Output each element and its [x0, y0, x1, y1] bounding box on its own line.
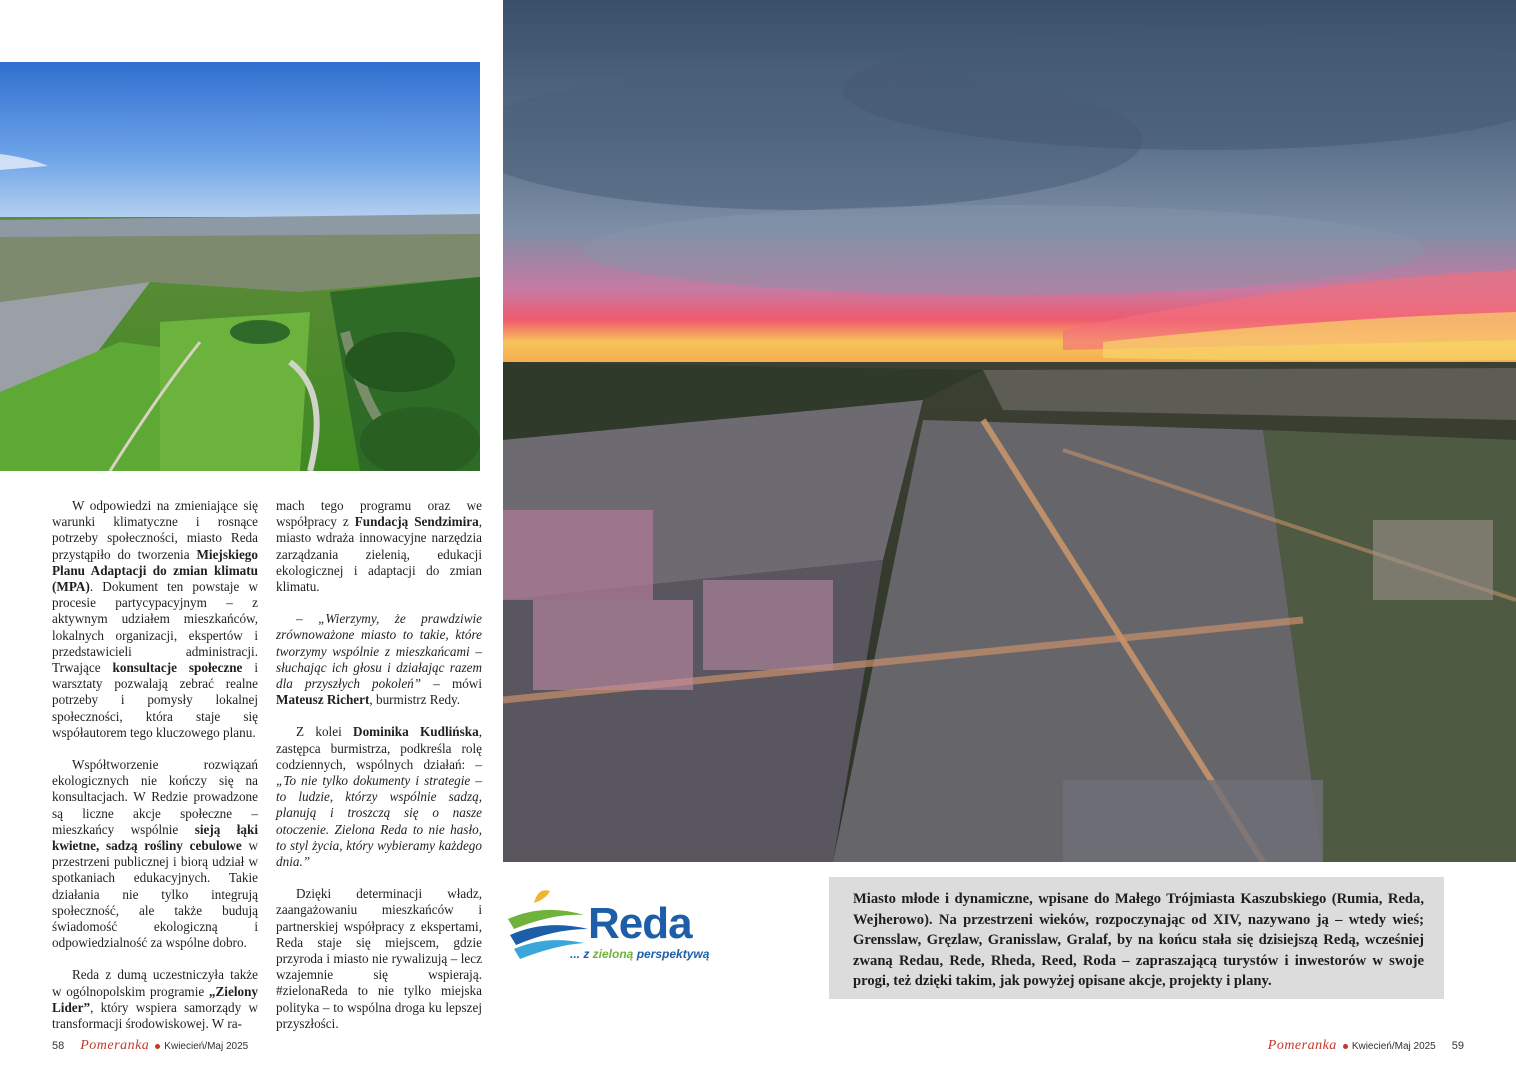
- park-aerial-photo: [0, 62, 480, 471]
- paragraph: [276, 886, 482, 1032]
- bold-text: Mateusz Richert: [276, 692, 370, 708]
- bold-text: konsultacje społeczne: [112, 660, 243, 676]
- text: . Dokument ten powstaje w procesie partycypacyjnym – z aktywnym udziałem mieszkańców, lokalnych organizacji, ekspertów i przedstawicieli administracji. Trwające: [52, 579, 258, 676]
- issue-date: Kwiecień/Maj 2025: [164, 1040, 249, 1052]
- magazine-name: Pomeranka: [80, 1038, 150, 1053]
- footer-right: [1268, 1038, 1464, 1054]
- italic-quote: „To nie tylko dokumenty i strategie – to ludzie, którzy wspólnie sadzą, planują i troszczą się o nasze otoczenie. Zielona Reda to nie hasło, to styl życia, który wybieramy każdego dnia.”: [276, 773, 482, 870]
- magazine-name: Pomeranka: [1267, 1038, 1337, 1053]
- article-column-1: [52, 498, 258, 1048]
- text: – mówi: [421, 676, 482, 692]
- text: W odpowiedzi na zmieniające się warunki klimatyczne i rosnące potrzeby społeczności, miasto Reda przystąpiło do tworzenia: [52, 498, 258, 562]
- text: i warsztaty pozwalają zebrać realne potrzeby i pomysły lokalnej społeczności, która staje się współautorem tego kluczowego planu.: [52, 660, 258, 740]
- text: Dzięki determinacji władz, zaangażowaniu mieszkańców i partnerskiej współpracy z ekspertami, Reda staje się miejscem, gdzie przyroda i miasto nie rywalizują – lecz wzajemnie się wspierają. #zielonaReda to nie tylko miejska polityka – to wspólna droga ku lepszej przyszłości.: [276, 886, 482, 1031]
- tagline-prefix: ... z: [570, 947, 593, 961]
- logo-tagline: [570, 947, 709, 961]
- bold-text: Miejskiego Planu Adaptacji do zmian klimatu (MPA): [52, 546, 258, 595]
- text: mach tego programu oraz we współpracy z: [276, 498, 482, 530]
- photo-caption-box: Miasto młode i dynamiczne, wpisane do Małego Trójmiasta Kaszubskiego (Rumia, Reda, Wejherowo). Na przestrzeni wieków, rozpoczynając od XIV, nazywano ją – wtedy wieś; Grensslaw, Gręzlaw, Granisslaw, Gralaf, by na końcu stała się dzisiejszą Redą, wcześniej zwaną Redau, Rede, Rheda, Reed, Roda – zapraszającą turystów i inwestorów w swoje progi, też dzięki takim, jak powyżej opisane akcje, projekty i plany.: [829, 877, 1444, 999]
- article-column-2: [276, 498, 482, 1048]
- tagline-green: zieloną: [592, 947, 634, 961]
- logo-wordmark: Reda: [588, 899, 692, 948]
- text: Współtworzenie rozwiązań ekologicznych nie kończy się na konsultacjach. W Redzie prowadzone są liczne akcje społeczne – mieszkańcy wspólnie: [52, 757, 258, 837]
- paragraph: [276, 498, 482, 595]
- text: , zastępca burmistrza, podkreśla rolę codziennych, wspólnych działań: –: [276, 724, 482, 772]
- footer-left: [52, 1038, 248, 1054]
- text: –: [296, 611, 319, 627]
- bold-text: Fundacją Sendzimira: [354, 514, 479, 530]
- page-number: 59: [1451, 1040, 1464, 1052]
- bold-text: „Zielony Lider”: [52, 983, 258, 1015]
- bold-text: Dominika Kudlińska: [353, 724, 479, 740]
- page-number: 58: [52, 1040, 65, 1052]
- quote-paragraph: [276, 724, 482, 870]
- issue-date: Kwiecień/Maj 2025: [1351, 1040, 1436, 1052]
- bold-text: sieją łąki kwietne, sadzą rośliny cebulowe: [52, 821, 259, 854]
- tagline-suffix: perspektywą: [633, 947, 710, 961]
- text: , burmistrz Redy.: [369, 692, 461, 708]
- dot-icon: [1343, 1044, 1348, 1049]
- italic-quote: „Wierzymy, że prawdziwie zrównoważone miasto to takie, które tworzymy wspólnie z mieszkańcami – słuchając ich głosu i działając razem dla przyszłych pokoleń”: [276, 611, 483, 692]
- city-sunset-aerial-photo: [503, 0, 1516, 862]
- paragraph: [52, 498, 258, 741]
- reda-logo: [504, 885, 719, 975]
- dot-icon: [155, 1044, 160, 1049]
- text: Z kolei: [296, 724, 354, 740]
- paragraph: [52, 757, 258, 951]
- paragraph: [52, 967, 258, 1032]
- text: w przestrzeni publicznej i biorą udział w spotkaniach edukacyjnych. Takie działania nie tylko integrują społeczność, ale także budują świadomość ekologiczną i odpowiedzialność za wspólne dobro.: [52, 838, 258, 951]
- text: , który wspiera samorządy w transformacji środowiskowej. W ra-: [52, 999, 258, 1032]
- text: , miasto wdraża innowacyjne narzędzia zarządzania zielenią, edukacji ekologicznej i adaptacji do zmian klimatu.: [276, 514, 482, 595]
- text: Reda z dumą uczestniczyła także w ogólnopolskim programie: [52, 967, 258, 999]
- quote-paragraph: [276, 611, 482, 708]
